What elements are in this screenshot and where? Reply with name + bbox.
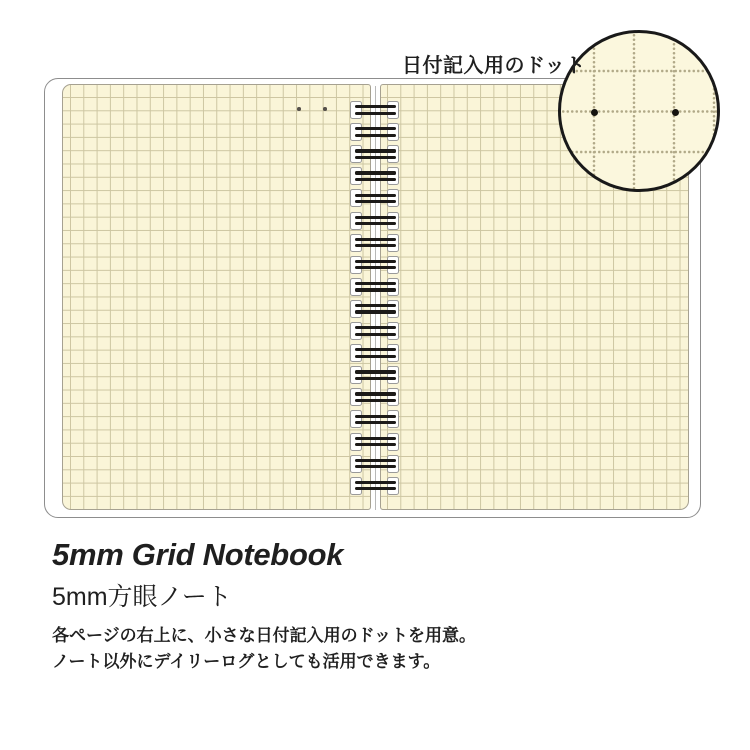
- spiral-ring: [348, 166, 402, 186]
- ring-wire-bottom: [355, 377, 396, 380]
- ring-wire-top: [355, 370, 396, 373]
- spiral-ring: [348, 122, 402, 142]
- ring-wire-bottom: [355, 112, 396, 115]
- punch-hole-right: [387, 410, 399, 428]
- spiral-ring: [348, 188, 402, 208]
- ring-wire-top: [355, 304, 396, 307]
- punch-hole-left: [350, 455, 362, 473]
- ring-wire-top: [355, 348, 396, 351]
- punch-hole-left: [350, 366, 362, 384]
- punch-hole-left: [350, 388, 362, 406]
- spiral-ring: [348, 100, 402, 120]
- ring-wire-top: [355, 149, 396, 152]
- ring-wire-top: [355, 194, 396, 197]
- date-dot: [297, 107, 301, 111]
- spiral-ring: [348, 321, 402, 341]
- punch-hole-right: [387, 477, 399, 495]
- punch-hole-left: [350, 256, 362, 274]
- ring-wire-top: [355, 392, 396, 395]
- spiral-ring: [348, 299, 402, 319]
- ring-wire-top: [355, 105, 396, 108]
- product-description-line-2: ノート以外にデイリーログとしても活用できます。: [52, 651, 441, 671]
- magnified-date-dot: [591, 109, 598, 116]
- ring-wire-bottom: [355, 443, 396, 446]
- spiral-ring: [348, 387, 402, 407]
- ring-wire-top: [355, 326, 396, 329]
- punch-hole-right: [387, 366, 399, 384]
- ring-wire-bottom: [355, 421, 396, 424]
- punch-hole-left: [350, 477, 362, 495]
- punch-hole-left: [350, 278, 362, 296]
- ring-wire-top: [355, 282, 396, 285]
- punch-hole-right: [387, 455, 399, 473]
- ring-wire-top: [355, 437, 396, 440]
- ring-wire-top: [355, 216, 396, 219]
- ring-wire-bottom: [355, 134, 396, 137]
- punch-hole-right: [387, 189, 399, 207]
- punch-hole-right: [387, 167, 399, 185]
- spiral-ring: [348, 233, 402, 253]
- ring-wire-top: [355, 481, 396, 484]
- magnifier-label: 日付記入用のドット: [402, 55, 586, 77]
- spiral-ring: [348, 255, 402, 275]
- punch-hole-right: [387, 278, 399, 296]
- punch-hole-right: [387, 300, 399, 318]
- ring-wire-bottom: [355, 266, 396, 269]
- punch-hole-left: [350, 344, 362, 362]
- punch-hole-right: [387, 145, 399, 163]
- notebook-left-page: [62, 84, 371, 510]
- punch-hole-left: [350, 234, 362, 252]
- ring-wire-bottom: [355, 244, 396, 247]
- punch-hole-right: [387, 344, 399, 362]
- punch-hole-left: [350, 123, 362, 141]
- date-dot: [323, 107, 327, 111]
- ring-wire-top: [355, 171, 396, 174]
- product-title-en: 5mm Grid Notebook: [52, 537, 344, 572]
- punch-hole-left: [350, 410, 362, 428]
- ring-wire-top: [355, 127, 396, 130]
- ring-wire-bottom: [355, 399, 396, 402]
- punch-hole-right: [387, 388, 399, 406]
- punch-hole-right: [387, 101, 399, 119]
- punch-hole-left: [350, 433, 362, 451]
- punch-hole-right: [387, 212, 399, 230]
- spiral-ring: [348, 454, 402, 474]
- ring-wire-bottom: [355, 200, 396, 203]
- punch-hole-right: [387, 234, 399, 252]
- ring-wire-top: [355, 415, 396, 418]
- ring-wire-bottom: [355, 156, 396, 159]
- ring-wire-top: [355, 238, 396, 241]
- product-description-line-1: 各ページの右上に、小さな日付記入用のドットを用意。: [52, 625, 476, 645]
- punch-hole-right: [387, 256, 399, 274]
- spiral-ring: [348, 432, 402, 452]
- magnified-date-dot: [672, 109, 679, 116]
- spiral-ring: [348, 409, 402, 429]
- spiral-ring: [348, 211, 402, 231]
- ring-wire-bottom: [355, 355, 396, 358]
- punch-hole-right: [387, 322, 399, 340]
- punch-hole-left: [350, 212, 362, 230]
- punch-hole-left: [350, 300, 362, 318]
- punch-hole-left: [350, 145, 362, 163]
- ring-wire-bottom: [355, 288, 396, 291]
- spiral-ring: [348, 144, 402, 164]
- spiral-ring: [348, 365, 402, 385]
- ring-wire-bottom: [355, 222, 396, 225]
- spiral-ring: [348, 476, 402, 496]
- spiral-ring: [348, 343, 402, 363]
- ring-wire-top: [355, 260, 396, 263]
- punch-hole-left: [350, 101, 362, 119]
- ring-wire-bottom: [355, 333, 396, 336]
- punch-hole-right: [387, 123, 399, 141]
- ring-wire-bottom: [355, 178, 396, 181]
- caption-block: [52, 539, 712, 675]
- punch-hole-right: [387, 433, 399, 451]
- ring-wire-bottom: [355, 310, 396, 313]
- ring-wire-top: [355, 459, 396, 462]
- punch-hole-left: [350, 167, 362, 185]
- punch-hole-left: [350, 189, 362, 207]
- spiral-ring: [348, 277, 402, 297]
- punch-hole-left: [350, 322, 362, 340]
- product-title-ja: 5mm方眼ノート: [52, 583, 232, 611]
- ring-wire-bottom: [355, 465, 396, 468]
- ring-wire-bottom: [355, 487, 396, 490]
